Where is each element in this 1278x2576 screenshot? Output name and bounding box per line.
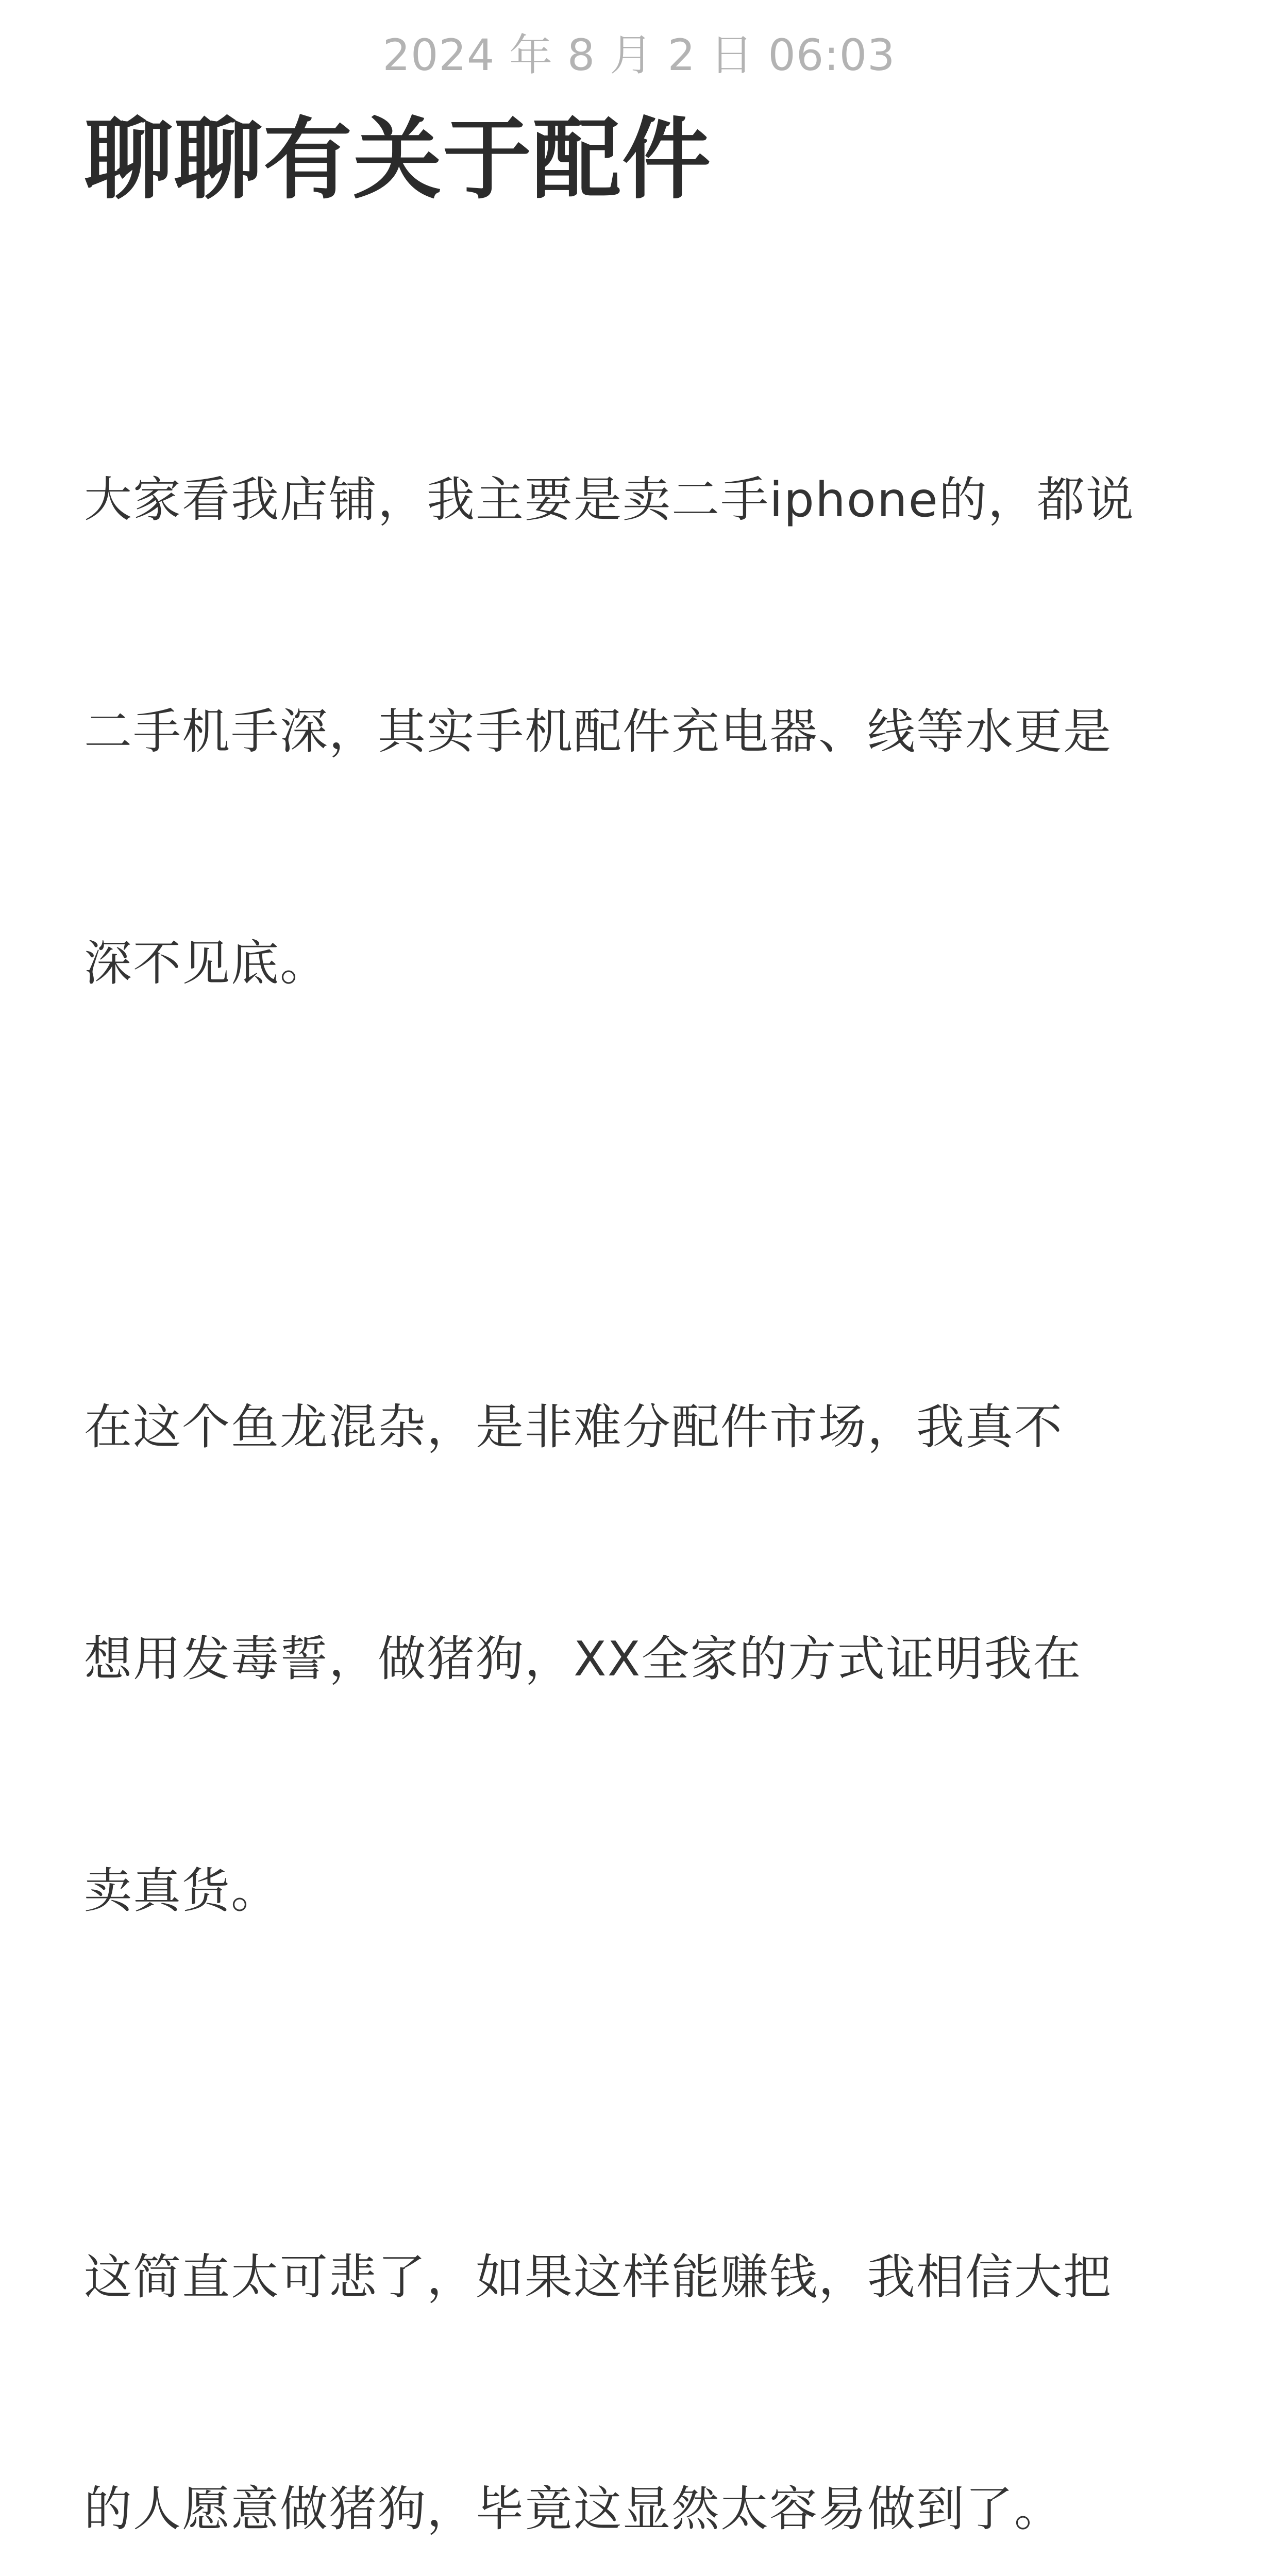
paragraph-line: 的人愿意做猪狗，毕竟这显然太容易做到了。 bbox=[84, 2481, 1063, 2537]
paragraph-line: 二手机手深，其实手机配件充电器、线等水更是 bbox=[84, 704, 1112, 759]
paragraph-line: 大家看我店铺，我主要是卖二手iphone的，都说 bbox=[84, 472, 1135, 528]
paragraph-line: 深不见底。 bbox=[84, 936, 329, 991]
article-paragraph bbox=[84, 307, 1207, 1157]
article-paragraph bbox=[84, 2084, 1207, 2576]
article-title: 聊聊有关于配件 bbox=[84, 108, 712, 211]
paragraph-line: 在这个鱼龙混杂，是非难分配件市场，我真不 bbox=[84, 1399, 1063, 1455]
article-paragraph bbox=[84, 1234, 1207, 2084]
article-timestamp: 2024 年 8 月 2 日 06:03 bbox=[382, 30, 896, 80]
article-body bbox=[84, 307, 1207, 2576]
paragraph-line: 卖真货。 bbox=[84, 1863, 280, 1919]
paragraph-line: 这简直太可悲了，如果这样能赚钱，我相信大把 bbox=[84, 2249, 1112, 2305]
paragraph-line: 想用发毒誓，做猪狗，XX全家的方式证明我在 bbox=[84, 1631, 1082, 1687]
